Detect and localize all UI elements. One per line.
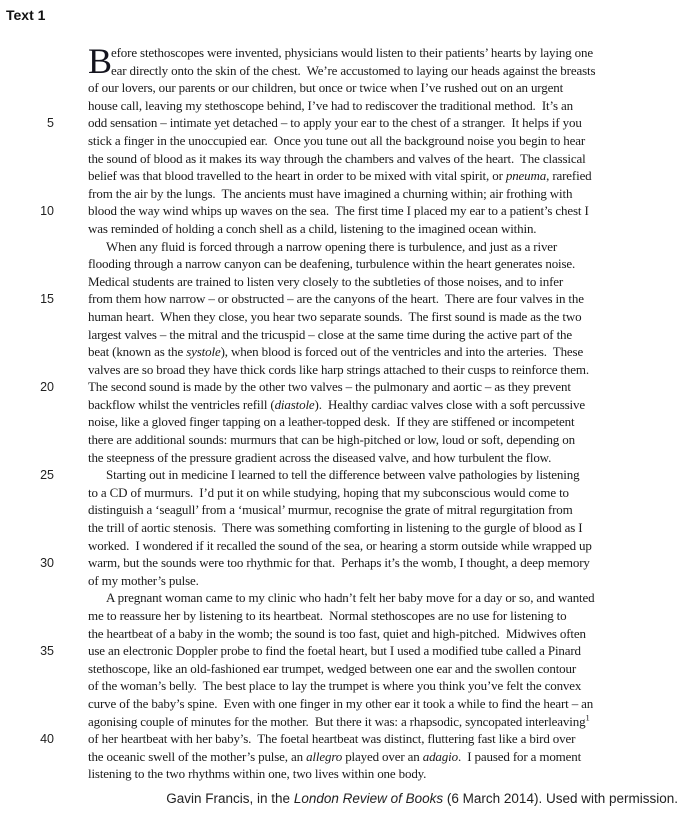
- line-text: ear directly onto the skin of the chest. We’re accustomed to laying our heads against the breasts: [111, 62, 596, 78]
- text-line: [38, 326, 688, 344]
- line-text: curve of the baby’s spine. Even with one finger in my other ear it took a while to find the heart – an: [88, 695, 594, 711]
- line-text: listening to the two rhythms within one, two lives within one body.: [88, 766, 427, 782]
- text-line: [38, 343, 688, 361]
- text-line: [38, 114, 688, 132]
- text-line: [38, 79, 688, 97]
- passage: [38, 41, 688, 783]
- text-line: [38, 431, 688, 449]
- line-text: warm, but the sounds were too rhythmic for that. Perhaps it’s the womb, I thought, a deep memory: [88, 555, 590, 571]
- text-line: [38, 695, 688, 713]
- line-text: stethoscope, like an old-fashioned ear trumpet, wedged between one ear and the swollen contour: [88, 660, 577, 676]
- text-line: [38, 97, 688, 115]
- line-text: the heartbeat of a baby in the womb; the sound is too fast, quiet and high-pitched. Midwives often: [88, 625, 586, 641]
- drop-cap: B: [88, 41, 113, 81]
- line-text: Medical students are trained to listen very closely to the subtleties of those noises, and to infer: [88, 273, 564, 289]
- line-text: Starting out in medicine I learned to tell the difference between valve pathologies by listening: [106, 467, 580, 483]
- text-line: [38, 308, 688, 326]
- text-line: [38, 484, 688, 502]
- text-line: [38, 62, 688, 80]
- text-line: [38, 466, 688, 484]
- line-text: human heart. When they close, you hear two separate sounds. The first sound is made as the two: [88, 308, 582, 324]
- line-text: to a CD of murmurs. I’d put it on while studying, hoping that my subconscious would come to: [88, 484, 569, 500]
- line-text: the trill of aortic stenosis. There was something comforting in listening to the gurgle of blood as I: [88, 520, 583, 536]
- text-line: [38, 677, 688, 695]
- attribution-footer: Gavin Francis, in the London Review of Books (6 March 2014). Used with permission.: [166, 791, 678, 806]
- line-text: me to reassure her by listening to its heartbeat. Normal stethoscopes are no use for listening to: [88, 608, 567, 623]
- text-line: [38, 238, 688, 256]
- text-line: [38, 413, 688, 431]
- text-line: [38, 150, 688, 168]
- text-line: [38, 660, 688, 678]
- line-text: house call, leaving my stethoscope behind, I’ve had to rediscover the traditional method. It’s an: [88, 97, 573, 113]
- line-text: from them how narrow – or obstructed – are the canyons of the heart. There are four valves in the: [88, 291, 584, 307]
- text-line: [38, 290, 688, 308]
- line-text: worked. I wondered if it recalled the sound of the sea, or hearing a storm outside while wrapped up: [88, 537, 592, 553]
- line-text: beat (known as the systole), when blood is forced out of the ventricles and into the arteries. These: [88, 344, 584, 360]
- text-label: Text 1: [6, 7, 46, 23]
- line-text: odd sensation – intimate yet detached – to apply your ear to the chest of a stranger. It helps if you: [88, 115, 582, 131]
- line-text: noise, like a gloved finger tapping on a leather-topped desk. If they are stiffened or incompetent: [88, 414, 575, 430]
- text-line: [38, 449, 688, 467]
- line-number: 35: [40, 644, 54, 659]
- line-text: there are additional sounds: murmurs that can be high-pitched or low, loud or soft, depending on: [88, 432, 575, 448]
- text-line: [38, 132, 688, 150]
- text-line: [38, 202, 688, 220]
- line-number: 25: [40, 468, 54, 483]
- text-line: [38, 730, 688, 748]
- line-number: 10: [40, 204, 54, 219]
- line-text: distinguish a ‘seagull’ from a ‘musical’ murmur, recognise the grate of mitral regurgitation from: [88, 502, 573, 518]
- line-text: from the air by the lungs. The ancients must have imagined a churning within; air frothing with: [88, 185, 573, 201]
- line-text: blood the way wind whips up waves on the sea. The first time I placed my ear to a patient’s chest I: [88, 203, 589, 219]
- text-line: [38, 378, 688, 396]
- text-line: [38, 713, 688, 731]
- line-number: 40: [40, 732, 54, 747]
- line-text: was reminded of holding a conch shell as a child, listening to the imagined ocean within.: [88, 220, 537, 236]
- text-line: [38, 361, 688, 379]
- text-line: [38, 625, 688, 643]
- text-line: [38, 572, 688, 590]
- line-text: belief was that blood travelled to the heart in order to be mixed with vital spirit, or pneuma, rarefied: [88, 168, 592, 184]
- text-line: [38, 537, 688, 555]
- line-text: flooding through a narrow canyon can be deafening, turbulence within the heart generates noise.: [88, 256, 576, 272]
- text-line: [38, 167, 688, 185]
- text-line: [38, 642, 688, 660]
- text-line: [38, 396, 688, 414]
- text-line: [38, 185, 688, 203]
- text-line: [38, 519, 688, 537]
- text-line: [38, 255, 688, 273]
- text-line: [38, 220, 688, 238]
- line-text: efore stethoscopes were invented, physicians would listen to their patients’ hearts by laying one: [111, 45, 593, 60]
- line-number: 20: [40, 380, 54, 395]
- line-text: stick a finger in the unoccupied ear. Once you tune out all the background noise you begin to hear: [88, 132, 586, 148]
- line-text: of our lovers, our parents or our children, but once or twice when I’ve rushed out on an urgent: [88, 80, 564, 96]
- line-text: agonising couple of minutes for the mother. But there it was: a rhapsodic, syncopated interleaving$^1$: [88, 712, 590, 729]
- line-text: valves are so broad they have thick cords like harp strings attached to their cusps to reinforce them.: [88, 361, 589, 377]
- line-text: The second sound is made by the other two valves – the pulmonary and aortic – as they prevent: [88, 379, 571, 395]
- line-text: the oceanic swell of the mother’s pulse, an allegro played over an adagio. I paused for a moment: [88, 748, 582, 764]
- line-text: of my mother’s pulse.: [88, 572, 199, 588]
- text-line: [38, 554, 688, 572]
- text-line: [38, 607, 688, 625]
- text-line: [38, 589, 688, 607]
- line-number: 5: [47, 116, 54, 131]
- line-text: A pregnant woman came to my clinic who hadn’t felt her baby move for a day or so, and wanted: [106, 590, 595, 606]
- line-text: the sound of blood as it makes its way through the chambers and valves of the heart. The classical: [88, 150, 586, 166]
- text-line: [38, 748, 688, 766]
- passage-lines: [38, 41, 688, 783]
- line-number: 15: [40, 292, 54, 307]
- line-text: largest valves – the mitral and the tricuspid – close at the same time during the active part of the: [88, 326, 573, 342]
- text-line: [38, 501, 688, 519]
- line-text: use an electronic Doppler probe to find the foetal heart, but I used a modified tube called a Pinard: [88, 643, 581, 659]
- text-line: [38, 765, 688, 783]
- line-text: backflow whilst the ventricles refill (diastole). Healthy cardiac valves close with a soft percussive: [88, 396, 585, 412]
- text-line: [38, 273, 688, 291]
- line-text: the steepness of the pressure gradient across the diseased valve, and how turbulent the flow.: [88, 449, 552, 465]
- line-text: of her heartbeat with her baby’s. The foetal heartbeat was distinct, fluttering fast like a bird over: [88, 731, 576, 747]
- text-line: [38, 44, 688, 62]
- line-number: 30: [40, 556, 54, 571]
- line-text: of the woman’s belly. The best place to lay the trumpet is where you think you’ve felt the convex: [88, 678, 582, 694]
- line-text: When any fluid is forced through a narrow opening there is turbulence, and just as a river: [106, 238, 558, 254]
